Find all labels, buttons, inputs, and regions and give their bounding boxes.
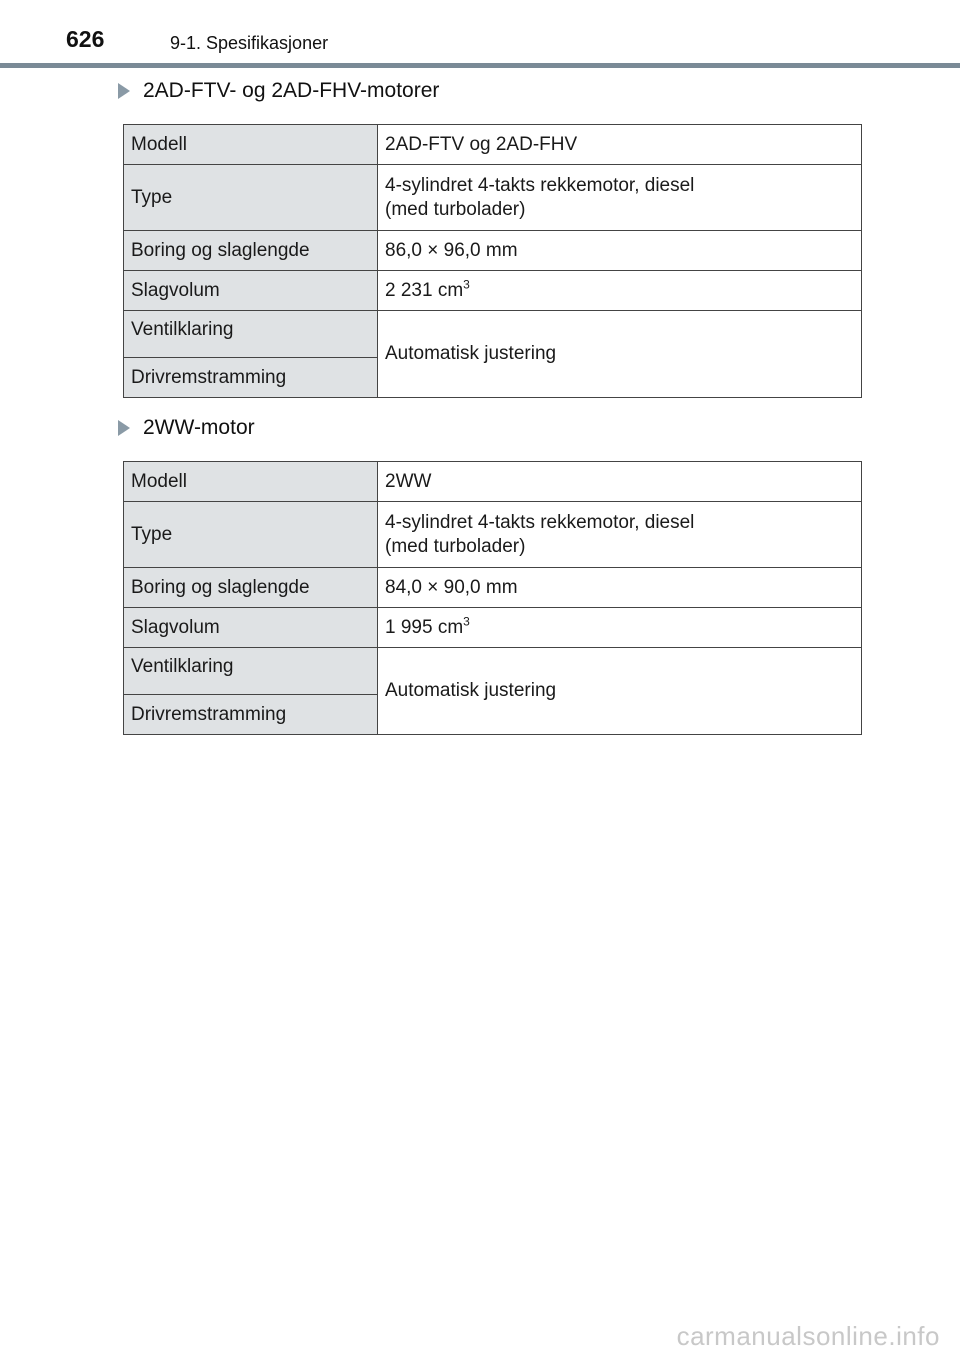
page-number: 626 bbox=[66, 26, 105, 52]
table-row bbox=[124, 608, 862, 648]
value-line: 4-sylindret 4-takts rekkemotor, diesel bbox=[385, 174, 695, 196]
row-label: Ventilklaring bbox=[124, 311, 378, 358]
section-heading-text: 2AD-FTV- og 2AD-FHV-motorer bbox=[143, 79, 440, 102]
row-label: Modell bbox=[124, 462, 378, 502]
row-label: Type bbox=[124, 165, 378, 231]
row-label: Boring og slaglengde bbox=[124, 231, 378, 271]
row-label: Drivremstramming bbox=[124, 358, 378, 398]
row-value bbox=[378, 165, 862, 231]
row-value: 84,0 × 90,0 mm bbox=[378, 568, 862, 608]
row-value bbox=[378, 271, 862, 311]
row-value bbox=[378, 502, 862, 568]
header-rule bbox=[0, 63, 960, 68]
row-label: Ventilklaring bbox=[124, 648, 378, 695]
table-row bbox=[124, 165, 862, 231]
row-label: Type bbox=[124, 502, 378, 568]
row-value bbox=[378, 608, 862, 648]
table-row bbox=[124, 568, 862, 608]
bullet-arrow-icon bbox=[118, 83, 130, 99]
table-row bbox=[124, 311, 862, 358]
watermark: carmanualsonline.info bbox=[676, 1321, 940, 1351]
unit-superscript: 3 bbox=[463, 614, 470, 629]
row-value: Automatisk justering bbox=[378, 648, 862, 735]
value-line: (med turbolader) bbox=[385, 198, 526, 220]
section-heading-2ww bbox=[118, 416, 255, 440]
table-row bbox=[124, 125, 862, 165]
table-row bbox=[124, 271, 862, 311]
table-row bbox=[124, 462, 862, 502]
row-label: Slagvolum bbox=[124, 271, 378, 311]
value-line: (med turbolader) bbox=[385, 535, 526, 557]
value-line: 4-sylindret 4-takts rekkemotor, diesel bbox=[385, 511, 695, 533]
row-value: Automatisk justering bbox=[378, 311, 862, 398]
displacement-value: 1 995 cm bbox=[385, 616, 464, 638]
row-label: Drivremstramming bbox=[124, 695, 378, 735]
section-heading-2ad bbox=[118, 79, 439, 103]
spec-table-2ad bbox=[123, 124, 862, 398]
bullet-arrow-icon bbox=[118, 420, 130, 436]
table-row bbox=[124, 231, 862, 271]
row-value: 86,0 × 96,0 mm bbox=[378, 231, 862, 271]
row-label: Modell bbox=[124, 125, 378, 165]
section-title: 9-1. Spesifikasjoner bbox=[170, 33, 329, 53]
table-row bbox=[124, 648, 862, 695]
row-value: 2WW bbox=[378, 462, 862, 502]
row-value: 2AD-FTV og 2AD-FHV bbox=[378, 125, 862, 165]
spec-table-2ww bbox=[123, 461, 862, 735]
displacement-value: 2 231 cm bbox=[385, 279, 464, 301]
table-row bbox=[124, 502, 862, 568]
unit-superscript: 3 bbox=[463, 277, 470, 292]
row-label: Slagvolum bbox=[124, 608, 378, 648]
section-heading-text: 2WW-motor bbox=[143, 416, 255, 439]
row-label: Boring og slaglengde bbox=[124, 568, 378, 608]
